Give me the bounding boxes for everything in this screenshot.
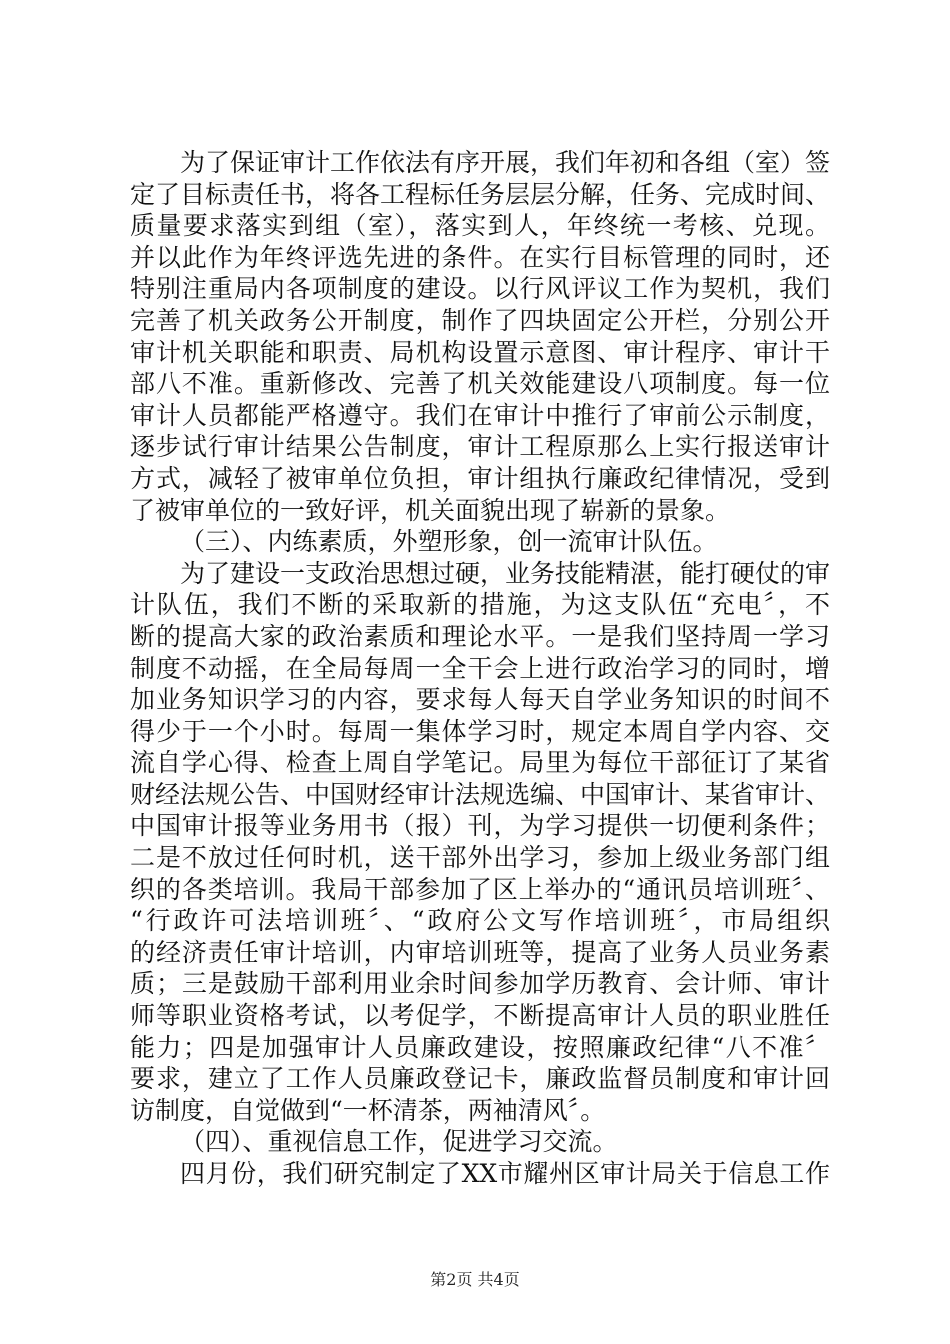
paragraph-line: 质；三是鼓励干部利用业余时间参加学历教育、会计师、审计 [130, 969, 830, 999]
paragraph-line: 四月份，我们研究制定了XX市耀州区审计局关于信息工作 [180, 1159, 830, 1188]
paragraph-line: 要求，建立了工作人员廉政登记卡，廉政监督员制度和审计回 [130, 1064, 830, 1094]
page-footer: 第2页 共4页 [430, 1270, 520, 1289]
paragraph-line: 方式，减轻了被审单位负担，审计组执行廉政纪律情况，受到 [130, 463, 830, 493]
section-heading: （四）、重视信息工作，促进学习交流。 [180, 1127, 618, 1157]
paragraph-line: 特别注重局内各项制度的建设。以行风评议工作为契机，我们 [130, 274, 830, 304]
paragraph-line: 审计人员都能严格遵守。我们在审计中推行了审前公示制度， [130, 400, 830, 430]
paragraph-line: 完善了机关政务公开制度，制作了四块固定公开栏，分别公开 [130, 305, 830, 335]
paragraph-line: 为了建设一支政治思想过硬，业务技能精湛，能打硬仗的审 [180, 558, 830, 588]
paragraph-line: 定了目标责任书，将各工程标任务层层分解，任务、完成时间、 [130, 179, 830, 209]
paragraph-line: 部八不准。重新修改、完善了机关效能建设八项制度。每一位 [130, 369, 830, 399]
section-heading: （三）、内练素质，外塑形象，创一流审计队伍。 [180, 527, 718, 557]
paragraph-line: 质量要求落实到组（室），落实到人，年终统一考核、兑现。 [130, 211, 830, 241]
paragraph-line: 得少于一个小时。每周一集体学习时，规定本周自学内容、交 [130, 716, 830, 746]
paragraph-line: 访制度，自觉做到“一杯清茶，两袖清风〞。 [130, 1095, 606, 1125]
paragraph-line: 断的提高大家的政治素质和理论水平。一是我们坚持周一学习 [130, 621, 830, 651]
paragraph-line: 财经法规公告、中国财经审计法规选编、中国审计、某省审计、 [130, 779, 830, 809]
paragraph-line: 逐步试行审计结果公告制度，审计工程原那么上实行报送审计 [130, 432, 830, 462]
paragraph-line: “行政许可法培训班〞、“政府公文写作培训班〞，市局组织 [130, 906, 830, 936]
document-body [130, 147, 830, 1190]
paragraph-line: 织的各类培训。我局干部参加了区上举办的“通讯员培训班〞、 [130, 874, 830, 904]
paragraph-line: 师等职业资格考试，以考促学，不断提高审计人员的职业胜任 [130, 1001, 830, 1031]
paragraph-line: 了被审单位的一致好评，机关面貌出现了崭新的景象。 [130, 495, 731, 525]
paragraph-line: 并以此作为年终评选先进的条件。在实行目标管理的同时，还 [130, 242, 830, 272]
paragraph-line: 的经济责任审计培训，内审培训班等，提高了业务人员业务素 [130, 937, 830, 967]
paragraph-line: 中国审计报等业务用书（报）刊，为学习提供一切便利条件； [130, 811, 830, 841]
paragraph-line: 二是不放过任何时机，送干部外出学习，参加上级业务部门组 [130, 843, 830, 873]
paragraph-line: 为了保证审计工作依法有序开展，我们年初和各组（室）签 [180, 148, 830, 177]
paragraph-line: 制度不动摇，在全局每周一全干会上进行政治学习的同时，增 [130, 653, 830, 683]
paragraph-line: 流自学心得、检查上周自学笔记。局里为每位干部征订了某省 [130, 748, 830, 778]
paragraph-line: 计队伍，我们不断的采取新的措施，为这支队伍“充电〞，不 [130, 590, 830, 620]
paragraph-line: 能力；四是加强审计人员廉政建设，按照廉政纪律“八不准〞 [130, 1032, 830, 1062]
paragraph-line: 加业务知识学习的内容，要求每人每天自学业务知识的时间不 [130, 685, 830, 715]
paragraph-line: 审计机关职能和职责、局机构设置示意图、审计程序、审计干 [130, 337, 830, 367]
